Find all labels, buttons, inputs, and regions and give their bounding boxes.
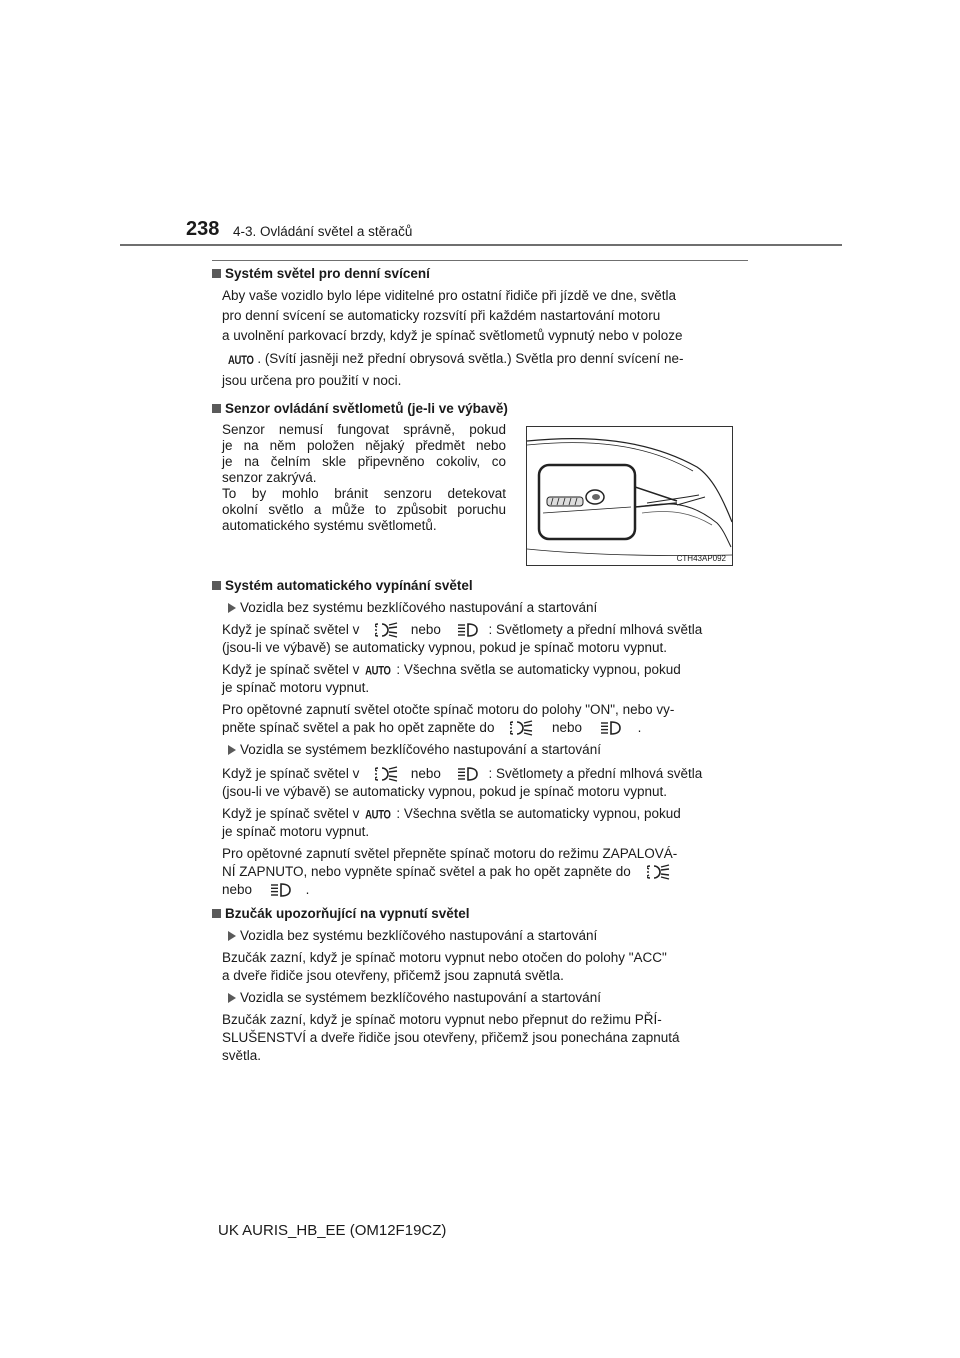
auto-icon: AUTO — [228, 353, 254, 368]
square-bullet-icon — [212, 269, 221, 278]
drl-line-5: jsou určena pro použití v noci. — [222, 373, 402, 388]
headlight-icon — [455, 622, 479, 638]
b2-line3: světla. — [222, 1048, 262, 1063]
headlight-icon — [598, 720, 622, 736]
triangle-bullet-icon — [228, 993, 236, 1003]
s1-p1-line1: Když je spínač světel v nebo : Světlomety a přední mlhová světla — [222, 622, 703, 637]
b2-line1: Bzučák zazní, když je spínač motoru vypnut nebo přepnut do režimu PŘÍ- — [222, 1012, 662, 1027]
square-bullet-icon — [212, 404, 221, 413]
parking-lights-icon — [510, 720, 534, 736]
square-bullet-icon — [212, 581, 221, 590]
header-divider — [120, 244, 842, 246]
square-bullet-icon — [212, 909, 221, 918]
b1-line1: Bzučák zazní, když je spínač motoru vypnut nebo otočen do polohy "ACC" — [222, 950, 667, 965]
sensor-illustration — [527, 427, 732, 565]
drl-line-3: a uvolnění parkovací brzdy, když je spínač světlometů vypnutý nebo v poloze — [222, 328, 683, 343]
s2-p1-line2: (jsou-li ve výbavě) se automaticky vypnou, pokud je spínač motoru vypnut. — [222, 784, 667, 799]
sensor-figure — [526, 426, 733, 566]
headlight-icon — [268, 882, 292, 898]
auto-icon: AUTO — [365, 808, 391, 823]
s1-p2-line1: Když je spínač světel v AUTO : Všechna světla se automaticky vypnou, pokud — [222, 662, 681, 679]
b1-line2: a dveře řidiče jsou otevřeny, přičemž jsou zapnutá světla. — [222, 968, 564, 983]
figure-label: CTH43AP092 — [676, 554, 726, 563]
s2-p2-line1: Když je spínač světel v AUTO : Všechna světla se automaticky vypnou, pokud — [222, 806, 681, 823]
parking-lights-icon — [375, 766, 399, 782]
b2-line2: SLUŠENSTVÍ a dveře řidiče jsou otevřeny, přičemž jsou ponechána zapnutá — [222, 1030, 680, 1045]
s2-p3-line1: Pro opětovné zapnutí světel přepněte spínač motoru do režimu ZAPALOVÁ- — [222, 846, 678, 861]
triangle-bullet-icon — [228, 745, 236, 755]
drl-line-1: Aby vaše vozidlo bylo lépe viditelné pro ostatní řidiče při jízdě ve dne, světla — [222, 288, 676, 303]
s2-p1-line1: Když je spínač světel v nebo : Světlomety a přední mlhová světla — [222, 766, 703, 781]
s2-p3-line3: nebo . — [222, 882, 310, 897]
triangle-bullet-icon — [228, 603, 236, 613]
parking-lights-icon — [647, 864, 671, 880]
headlight-icon — [455, 766, 479, 782]
s1-p3-line1: Pro opětovné zapnutí světel otočte spínač motoru do polohy "ON", nebo vy- — [222, 702, 675, 717]
triangle-bullet-icon — [228, 931, 236, 941]
page-number: 238 — [186, 218, 220, 240]
s1-p2-line2: je spínač motoru vypnut. — [222, 680, 370, 695]
heading-drl: Systém světel pro denní svícení — [212, 266, 430, 281]
parking-lights-icon — [375, 622, 399, 638]
s2-p2-line2: je spínač motoru vypnut. — [222, 824, 370, 839]
section-divider — [212, 260, 748, 261]
buzzer-sub1: Vozidla bez systému bezklíčového nastupování a startování — [228, 928, 597, 943]
s1-p3-line2: pněte spínač světel a pak ho opět zapněte do nebo . — [222, 720, 642, 735]
heading-auto-off: Systém automatického vypínání světel — [212, 578, 473, 593]
footer-model-code: UK AURIS_HB_EE (OM12F19CZ) — [218, 1222, 447, 1239]
buzzer-sub2: Vozidla se systémem bezklíčového nastupování a startování — [228, 990, 601, 1005]
section-title: 4-3. Ovládání světel a stěračů — [233, 224, 413, 239]
s2-p3-line2: NÍ ZAPNUTO, nebo vypněte spínač světel a pak ho opět zapněte do — [222, 864, 671, 880]
heading-buzzer: Bzučák upozorňující na vypnutí světel — [212, 906, 470, 921]
s1-p1-line2: (jsou-li ve výbavě) se automaticky vypnou, pokud je spínač motoru vypnut. — [222, 640, 667, 655]
drl-line-4: AUTO . (Svítí jasněji než přední obrysová světla.) Světla pro denní svícení ne- — [228, 351, 684, 368]
auto-icon: AUTO — [365, 664, 391, 679]
auto-off-sub2: Vozidla se systémem bezklíčového nastupování a startování — [228, 742, 601, 757]
heading-sensor: Senzor ovládání světlometů (je-li ve výbavě) — [212, 401, 508, 416]
auto-off-sub1: Vozidla bez systému bezklíčového nastupování a startování — [228, 600, 597, 615]
sensor-text: Senzor nemusí fungovat správně, pokud je na něm položen nějaký předmět nebo je na čelním skle připevněno cokoliv, co senzor zakrývá. To by mohlo bránit senzoru detekovat okolní světlo a může to způsobit poruchu automatického systému světlometů. — [222, 422, 506, 533]
drl-line-2: pro denní svícení se automaticky rozsvítí při každém nastartování motoru — [222, 308, 661, 323]
